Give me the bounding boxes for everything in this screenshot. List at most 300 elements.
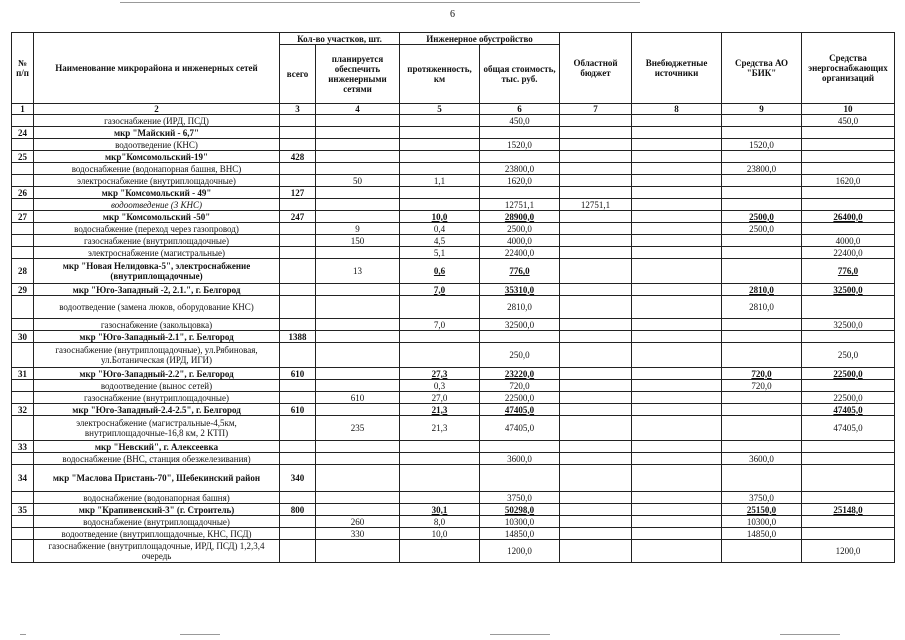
extra-budget <box>632 331 722 343</box>
length: 30,1 <box>400 504 480 516</box>
regional-budget <box>560 211 632 223</box>
regional-budget <box>560 235 632 247</box>
row-name: мкр "Майский - 6,7" <box>34 127 280 139</box>
table-row <box>12 139 895 151</box>
plots-total <box>280 199 316 211</box>
total-cost <box>480 127 560 139</box>
plots-total <box>280 441 316 453</box>
length <box>400 540 480 563</box>
row-number <box>12 343 34 368</box>
column-number: 5 <box>400 104 480 115</box>
bik-funds: 10300,0 <box>722 516 802 528</box>
table-row <box>12 187 895 199</box>
regional-budget <box>560 296 632 319</box>
row-name: водоснабжение (внутриплощадочные) <box>34 516 280 528</box>
bik-funds: 2810,0 <box>722 296 802 319</box>
total-cost <box>480 151 560 163</box>
plots-total <box>280 259 316 284</box>
row-name: водоотведение (вынос сетей) <box>34 380 280 392</box>
table-row <box>12 175 895 187</box>
table-row <box>12 343 895 368</box>
energy-funds <box>802 441 895 453</box>
bik-funds: 2500,0 <box>722 223 802 235</box>
length: 4,5 <box>400 235 480 247</box>
extra-budget <box>632 199 722 211</box>
row-name: газоснабжение (закольцовка) <box>34 319 280 331</box>
row-name: мкр "Маслова Пристань-70", Шебекинский район <box>34 465 280 492</box>
energy-funds <box>802 492 895 504</box>
energy-funds: 776,0 <box>802 259 895 284</box>
row-number <box>12 392 34 404</box>
plots-total <box>280 127 316 139</box>
extra-budget <box>632 319 722 331</box>
row-name: мкр "Юго-Западный-2.1", г. Белгород <box>34 331 280 343</box>
extra-budget <box>632 211 722 223</box>
energy-funds: 47405,0 <box>802 416 895 441</box>
plots-planned: 330 <box>316 528 400 540</box>
table-row <box>12 151 895 163</box>
total-cost: 450,0 <box>480 115 560 127</box>
plots-total <box>280 235 316 247</box>
extra-budget <box>632 163 722 175</box>
length: 0,4 <box>400 223 480 235</box>
energy-funds: 450,0 <box>802 115 895 127</box>
total-cost <box>480 441 560 453</box>
header-bik-funds: Средства АО "БИК" <box>722 33 802 104</box>
regional-budget <box>560 528 632 540</box>
row-name: газоснабжение (ИРД, ПСД) <box>34 115 280 127</box>
length <box>400 187 480 199</box>
plots-total <box>280 492 316 504</box>
energy-funds: 32500,0 <box>802 284 895 296</box>
total-cost: 22400,0 <box>480 247 560 259</box>
plots-planned <box>316 453 400 465</box>
row-number: 26 <box>12 187 34 199</box>
bik-funds <box>722 247 802 259</box>
row-number: 28 <box>12 259 34 284</box>
energy-funds: 1200,0 <box>802 540 895 563</box>
table-row <box>12 504 895 516</box>
row-name: газоснабжение (внутриплощадочные) <box>34 392 280 404</box>
regional-budget <box>560 259 632 284</box>
bik-funds <box>722 416 802 441</box>
table-row <box>12 319 895 331</box>
plots-planned <box>316 441 400 453</box>
plots-planned <box>316 368 400 380</box>
length <box>400 441 480 453</box>
row-number <box>12 380 34 392</box>
bik-funds <box>722 187 802 199</box>
energy-funds <box>802 163 895 175</box>
row-name: мкр "Юго-Западный-2.4-2.5", г. Белгород <box>34 404 280 416</box>
regional-budget <box>560 516 632 528</box>
row-name: газоснабжение (внутриплощадочные, ИРД, ПСД) 1,2,3,4 очередь <box>34 540 280 563</box>
bik-funds <box>722 465 802 492</box>
row-number <box>12 296 34 319</box>
row-number: 32 <box>12 404 34 416</box>
bik-funds <box>722 259 802 284</box>
energy-funds: 22500,0 <box>802 392 895 404</box>
table-row <box>12 296 895 319</box>
row-number <box>12 163 34 175</box>
length <box>400 296 480 319</box>
total-cost: 250,0 <box>480 343 560 368</box>
regional-budget <box>560 127 632 139</box>
table-row <box>12 163 895 175</box>
row-number <box>12 540 34 563</box>
total-cost: 1620,0 <box>480 175 560 187</box>
total-cost: 22500,0 <box>480 392 560 404</box>
total-cost: 1200,0 <box>480 540 560 563</box>
total-cost: 720,0 <box>480 380 560 392</box>
plots-total <box>280 175 316 187</box>
total-cost: 23800,0 <box>480 163 560 175</box>
length <box>400 163 480 175</box>
plots-planned <box>316 199 400 211</box>
row-name: водоотведение (замена люков, оборудование КНС) <box>34 296 280 319</box>
regional-budget <box>560 392 632 404</box>
regional-budget <box>560 319 632 331</box>
regional-budget <box>560 404 632 416</box>
table-row <box>12 380 895 392</box>
plots-total <box>280 528 316 540</box>
energy-funds: 22500,0 <box>802 368 895 380</box>
regional-budget <box>560 380 632 392</box>
bik-funds: 3600,0 <box>722 453 802 465</box>
plots-total <box>280 343 316 368</box>
column-number: 8 <box>632 104 722 115</box>
energy-funds: 47405,0 <box>802 404 895 416</box>
bik-funds: 2500,0 <box>722 211 802 223</box>
regional-budget <box>560 453 632 465</box>
bik-funds <box>722 331 802 343</box>
length: 27,3 <box>400 368 480 380</box>
column-number: 6 <box>480 104 560 115</box>
extra-budget <box>632 540 722 563</box>
plots-total <box>280 296 316 319</box>
total-cost: 776,0 <box>480 259 560 284</box>
plots-total <box>280 319 316 331</box>
table-row <box>12 416 895 441</box>
row-number <box>12 199 34 211</box>
total-cost: 14850,0 <box>480 528 560 540</box>
total-cost: 12751,1 <box>480 199 560 211</box>
bik-funds: 25150,0 <box>722 504 802 516</box>
energy-funds <box>802 127 895 139</box>
regional-budget <box>560 492 632 504</box>
energy-funds: 4000,0 <box>802 235 895 247</box>
plots-total: 610 <box>280 368 316 380</box>
column-number: 9 <box>722 104 802 115</box>
energy-funds: 250,0 <box>802 343 895 368</box>
bik-funds: 23800,0 <box>722 163 802 175</box>
regional-budget <box>560 139 632 151</box>
plots-planned <box>316 404 400 416</box>
energy-funds <box>802 139 895 151</box>
header-num: № п/п <box>12 33 34 104</box>
row-number <box>12 175 34 187</box>
column-number-row <box>12 104 895 115</box>
extra-budget <box>632 516 722 528</box>
total-cost: 35310,0 <box>480 284 560 296</box>
extra-budget <box>632 127 722 139</box>
header-regional-budget: Областной бюджет <box>560 33 632 104</box>
bik-funds <box>722 343 802 368</box>
table-row <box>12 453 895 465</box>
regional-budget <box>560 416 632 441</box>
extra-budget <box>632 115 722 127</box>
total-cost: 1520,0 <box>480 139 560 151</box>
extra-budget <box>632 465 722 492</box>
extra-budget <box>632 259 722 284</box>
bik-funds <box>722 235 802 247</box>
table-row <box>12 516 895 528</box>
energy-funds <box>802 331 895 343</box>
bik-funds: 1520,0 <box>722 139 802 151</box>
length: 7,0 <box>400 319 480 331</box>
table-row <box>12 392 895 404</box>
plots-total <box>280 392 316 404</box>
row-name: электроснабжение (магистральные-4,5км, внутриплощадочные-16,8 км, 2 КТП) <box>34 416 280 441</box>
length <box>400 127 480 139</box>
header-row-1 <box>12 33 895 45</box>
length: 21,3 <box>400 404 480 416</box>
row-name: водоотведение (КНС) <box>34 139 280 151</box>
length: 10,0 <box>400 211 480 223</box>
row-number <box>12 516 34 528</box>
extra-budget <box>632 223 722 235</box>
regional-budget: 12751,1 <box>560 199 632 211</box>
length <box>400 343 480 368</box>
length: 21,3 <box>400 416 480 441</box>
length: 0,6 <box>400 259 480 284</box>
bik-funds: 2810,0 <box>722 284 802 296</box>
energy-funds <box>802 151 895 163</box>
table-row <box>12 211 895 223</box>
plots-planned <box>316 296 400 319</box>
header-length: протяженность, км <box>400 45 480 104</box>
row-name: газоснабжение (внутриплощадочные) <box>34 235 280 247</box>
energy-funds: 32500,0 <box>802 319 895 331</box>
header-cost: общая стоимость, тыс. руб. <box>480 45 560 104</box>
plots-planned: 9 <box>316 223 400 235</box>
row-name: мкр "Юго-Западный -2, 2.1.", г. Белгород <box>34 284 280 296</box>
extra-budget <box>632 296 722 319</box>
plots-total: 340 <box>280 465 316 492</box>
plots-planned: 610 <box>316 392 400 404</box>
row-name: водоснабжение (переход через газопровод) <box>34 223 280 235</box>
row-number: 30 <box>12 331 34 343</box>
row-name: мкр "Новая Нелидовка-5", электроснабжение (внутриплощадочные) <box>34 259 280 284</box>
length <box>400 453 480 465</box>
bik-funds <box>722 151 802 163</box>
table-row <box>12 199 895 211</box>
length: 7,0 <box>400 284 480 296</box>
bik-funds: 720,0 <box>722 368 802 380</box>
length: 1,1 <box>400 175 480 187</box>
plots-planned <box>316 211 400 223</box>
plots-total <box>280 380 316 392</box>
bik-funds <box>722 319 802 331</box>
plots-planned: 13 <box>316 259 400 284</box>
header-plots-planned: планируется обеспечить инженерными сетями <box>316 45 400 104</box>
regional-budget <box>560 163 632 175</box>
row-name: электроснабжение (магистральные) <box>34 247 280 259</box>
extra-budget <box>632 392 722 404</box>
table-row <box>12 540 895 563</box>
plots-total <box>280 139 316 151</box>
length: 5,1 <box>400 247 480 259</box>
energy-funds <box>802 380 895 392</box>
column-number: 10 <box>802 104 895 115</box>
plots-planned: 50 <box>316 175 400 187</box>
regional-budget <box>560 151 632 163</box>
plots-total <box>280 163 316 175</box>
extra-budget <box>632 453 722 465</box>
plots-total <box>280 453 316 465</box>
length: 10,0 <box>400 528 480 540</box>
extra-budget <box>632 504 722 516</box>
total-cost <box>480 187 560 199</box>
energy-funds <box>802 453 895 465</box>
plots-total <box>280 247 316 259</box>
row-number: 35 <box>12 504 34 516</box>
plots-total: 800 <box>280 504 316 516</box>
energy-funds <box>802 199 895 211</box>
table-row <box>12 115 895 127</box>
column-number: 4 <box>316 104 400 115</box>
table-row <box>12 528 895 540</box>
plots-planned <box>316 319 400 331</box>
plots-total: 1388 <box>280 331 316 343</box>
energy-funds <box>802 187 895 199</box>
bik-funds <box>722 175 802 187</box>
table-row <box>12 127 895 139</box>
row-number <box>12 115 34 127</box>
row-number <box>12 223 34 235</box>
total-cost: 2810,0 <box>480 296 560 319</box>
plots-planned <box>316 331 400 343</box>
extra-budget <box>632 441 722 453</box>
table-row <box>12 404 895 416</box>
extra-budget <box>632 139 722 151</box>
table-row <box>12 259 895 284</box>
length: 27,0 <box>400 392 480 404</box>
row-name: водоотведение (3 КНС) <box>34 199 280 211</box>
plots-total <box>280 416 316 441</box>
energy-funds <box>802 528 895 540</box>
row-name: мкр "Юго-Западный-2.2", г. Белгород <box>34 368 280 380</box>
table-row <box>12 235 895 247</box>
total-cost: 23220,0 <box>480 368 560 380</box>
energy-funds: 26400,0 <box>802 211 895 223</box>
extra-budget <box>632 175 722 187</box>
plots-planned <box>316 115 400 127</box>
plots-planned <box>316 343 400 368</box>
column-number: 3 <box>280 104 316 115</box>
plots-total <box>280 223 316 235</box>
regional-budget <box>560 504 632 516</box>
plots-planned <box>316 247 400 259</box>
plots-planned <box>316 465 400 492</box>
extra-budget <box>632 528 722 540</box>
bik-funds <box>722 199 802 211</box>
bik-funds: 720,0 <box>722 380 802 392</box>
plots-planned <box>316 540 400 563</box>
header-energy-funds: Средства энергоснабжающих организаций <box>802 33 895 104</box>
row-name: мкр "Комсомольский -50" <box>34 211 280 223</box>
length: 0,3 <box>400 380 480 392</box>
header-plots-total: всего <box>280 45 316 104</box>
row-number <box>12 235 34 247</box>
bik-funds <box>722 540 802 563</box>
regional-budget <box>560 247 632 259</box>
energy-funds <box>802 223 895 235</box>
total-cost: 2500,0 <box>480 223 560 235</box>
bik-funds: 3750,0 <box>722 492 802 504</box>
plots-total <box>280 115 316 127</box>
table-row <box>12 368 895 380</box>
extra-budget <box>632 368 722 380</box>
plots-total: 247 <box>280 211 316 223</box>
length: 8,0 <box>400 516 480 528</box>
header-extra-budget: Внебюджетные источники <box>632 33 722 104</box>
row-name: мкр "Невский", г. Алексеевка <box>34 441 280 453</box>
plots-total <box>280 284 316 296</box>
table-row <box>12 492 895 504</box>
plots-total <box>280 540 316 563</box>
regional-budget <box>560 343 632 368</box>
energy-funds: 25148,0 <box>802 504 895 516</box>
extra-budget <box>632 416 722 441</box>
header-engineering-group: Инженерное обустройство <box>400 33 560 45</box>
extra-budget <box>632 492 722 504</box>
total-cost <box>480 465 560 492</box>
table-row <box>12 247 895 259</box>
row-number <box>12 319 34 331</box>
length <box>400 151 480 163</box>
row-name: газоснабжение (внутриплощадочные), ул.Рябиновая, ул.Ботаническая (ИРД, ИГИ) <box>34 343 280 368</box>
energy-funds: 22400,0 <box>802 247 895 259</box>
table-row <box>12 284 895 296</box>
table-row <box>12 441 895 453</box>
row-number <box>12 139 34 151</box>
energy-funds <box>802 465 895 492</box>
plots-total: 610 <box>280 404 316 416</box>
row-number <box>12 416 34 441</box>
regional-budget <box>560 115 632 127</box>
row-number: 33 <box>12 441 34 453</box>
row-name: электроснабжение (внутриплощадочные) <box>34 175 280 187</box>
plots-planned: 150 <box>316 235 400 247</box>
plots-total <box>280 516 316 528</box>
regional-budget <box>560 540 632 563</box>
total-cost <box>480 331 560 343</box>
plots-planned <box>316 151 400 163</box>
header-plots-group: Кол-во участков, шт. <box>280 33 400 45</box>
plots-planned <box>316 163 400 175</box>
plots-planned: 260 <box>316 516 400 528</box>
column-number: 1 <box>12 104 34 115</box>
extra-budget <box>632 343 722 368</box>
row-name: мкр"Комсомольский-19" <box>34 151 280 163</box>
extra-budget <box>632 284 722 296</box>
bik-funds: 14850,0 <box>722 528 802 540</box>
extra-budget <box>632 380 722 392</box>
row-name: мкр "Крапивенский-3" (г. Строитель) <box>34 504 280 516</box>
regional-budget <box>560 465 632 492</box>
length <box>400 492 480 504</box>
